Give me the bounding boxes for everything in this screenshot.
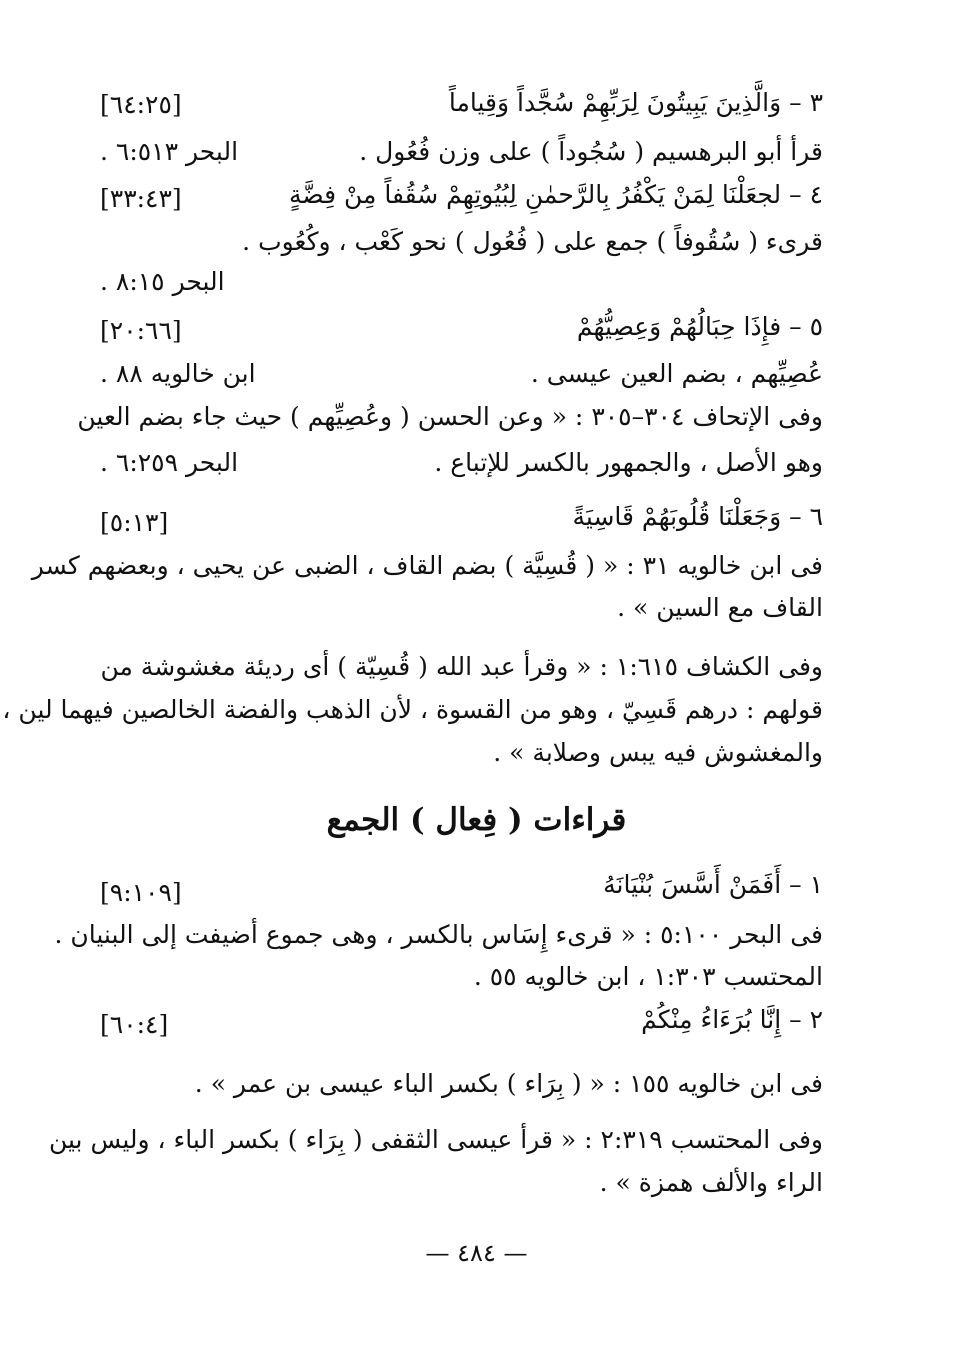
commentary-line: قرأ أبو البرهسيم ( سُجُوداً ) على وزن فُعُول . bbox=[359, 137, 823, 166]
verse-reference: [٢٠:٦٦] bbox=[100, 316, 182, 345]
verse-reference: [٦٤:٢٥] bbox=[100, 90, 182, 119]
source-citation: البحر ٦:٥١٣ . bbox=[100, 137, 239, 166]
verse-line: ٥ – فإِذَا حِبَالُهُمْ وَعِصِيُّهُمْ bbox=[576, 312, 823, 341]
commentary-line: القاف مع السين » . bbox=[617, 593, 823, 622]
verse-line: ٢ – إِنَّا بُرَءَاءُ مِنْكُمْ bbox=[641, 1005, 823, 1034]
commentary-line: وهو الأصل ، والجمهور بالكسر للإتباع . bbox=[434, 448, 823, 477]
commentary-line: فى ابن خالويه ٣١ : « ( قُسِيَّة ) بضم القاف ، الضبى عن يحيى ، وبعضهم كسر bbox=[31, 551, 823, 580]
verse-line: ٦ – وَجَعَلْنَا قُلُوبَهُمْ قَاسِيَةً bbox=[572, 502, 823, 531]
commentary-line: المحتسب ١:٣٠٣ ، ابن خالويه ٥٥ . bbox=[473, 962, 823, 991]
verse-line: ٣ – وَالَّذِينَ يَبِيتُونَ لِرَبِّهِمْ سُجَّداً وَقِياماً bbox=[448, 88, 823, 117]
commentary-line: قرىء ( سُقُوفاً ) جمع على ( فُعُول ) نحو كَعْب ، وكُعُوب . bbox=[242, 227, 823, 256]
commentary-line: وفى الإتحاف ٣٠٤–٣٠٥ : « وعن الحسن ( وعُصِيِّهم ) حيث جاء بضم العين bbox=[77, 402, 823, 431]
source-citation: البحر ٨:١٥ . bbox=[100, 267, 225, 296]
commentary-line: وفى الكشاف ١:٦١٥ : « وقرأ عبد الله ( قُسِيّة ) أى رديئة مغشوشة من bbox=[100, 652, 823, 681]
commentary-line: فى ابن خالويه ١٥٥ : « ( بِرَاء ) بكسر الباء عيسى بن عمر » . bbox=[194, 1069, 823, 1098]
section-heading: قراءات ( فِعال ) الجمع bbox=[326, 802, 627, 838]
verse-reference: [٩:١٠٩] bbox=[100, 878, 182, 907]
commentary-line: فى البحر ٥:١٠٠ : « قرىء إِسَاس بالكسر ، وهى جموع أضيفت إلى البنيان . bbox=[54, 920, 823, 949]
verse-line: ٤ – لجعَلْنَا لِمَنْ يَكْفُرُ بِالرَّحمٰنِ لِبُيُوتِهِمْ سُقُفاً مِنْ فِضَّةٍ bbox=[289, 180, 823, 209]
source-citation: ابن خالويه ٨٨ . bbox=[100, 359, 256, 388]
verse-reference: [٦٠:٤] bbox=[100, 1010, 169, 1039]
commentary-line: الراء والألف همزة » . bbox=[599, 1168, 823, 1197]
commentary-line: قولهم : درهم قَسِيّ ، وهو من القسوة ، لأن الذهب والفضة الخالصين فيهما لين ، bbox=[2, 695, 823, 724]
verse-reference: [٣٣:٤٣] bbox=[100, 184, 182, 213]
verse-line: ١ – أَفَمَنْ أَسَّسَ بُنْيَانَهُ bbox=[603, 870, 823, 899]
page-number: — ٤٨٤ — bbox=[425, 1239, 528, 1267]
commentary-line: وفى المحتسب ٢:٣١٩ : « قرأ عيسى الثقفى ( بِرَاء ) بكسر الباء ، وليس بين bbox=[48, 1125, 823, 1154]
verse-reference: [٥:١٣] bbox=[100, 508, 169, 537]
commentary-line: عُصِيِّهم ، بضم العين عيسى . bbox=[530, 359, 823, 388]
commentary-line: والمغشوش فيه يبس وصلابة » . bbox=[493, 738, 823, 767]
source-citation: البحر ٦:٢٥٩ . bbox=[100, 448, 239, 477]
